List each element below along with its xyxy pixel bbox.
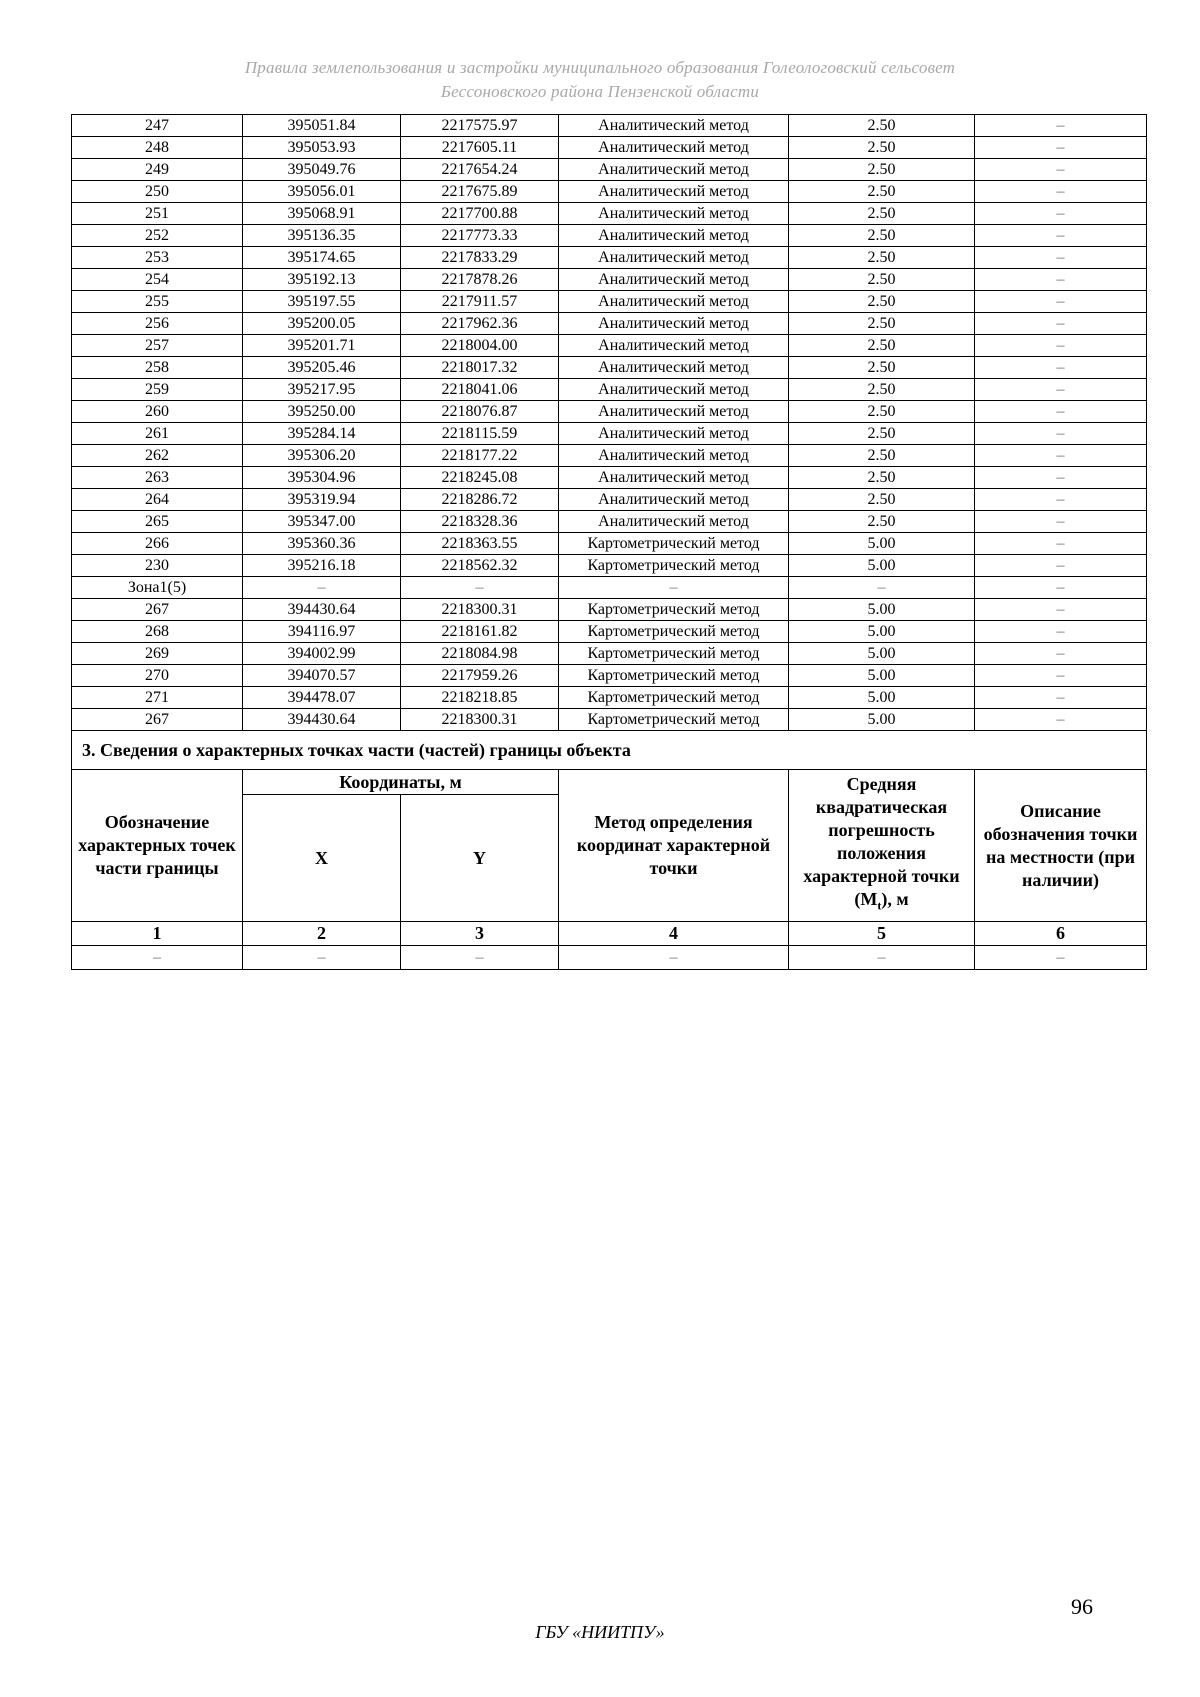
table-row <box>72 555 1147 577</box>
y-coordinate-cell: 2218562.32 <box>401 555 559 577</box>
x-coordinate-cell: 395284.14 <box>243 423 401 445</box>
description-cell: – <box>975 357 1147 379</box>
point-id-cell: 250 <box>72 181 243 203</box>
y-coordinate-cell: 2218218.85 <box>401 687 559 709</box>
description-cell: – <box>975 423 1147 445</box>
y-coordinate-cell: 2218328.36 <box>401 511 559 533</box>
description-cell: – <box>975 599 1147 621</box>
point-id-cell: 261 <box>72 423 243 445</box>
y-coordinate-cell: 2217773.33 <box>401 225 559 247</box>
point-id-cell: 230 <box>72 555 243 577</box>
coordinates-table <box>71 114 1147 970</box>
point-id-cell: 252 <box>72 225 243 247</box>
point-id-cell: 267 <box>72 599 243 621</box>
x-coordinate-cell: 394070.57 <box>243 665 401 687</box>
point-id-cell: 265 <box>72 511 243 533</box>
x-coordinate-cell: 395360.36 <box>243 533 401 555</box>
error-cell: 2.50 <box>789 313 975 335</box>
empty-row <box>72 946 1147 970</box>
x-coordinate-cell: 395068.91 <box>243 203 401 225</box>
y-coordinate-cell: 2218245.08 <box>401 467 559 489</box>
x-coordinate-cell: 395347.00 <box>243 511 401 533</box>
point-id-cell: 268 <box>72 621 243 643</box>
header-designation: Обозначение характерных точек части границы <box>72 770 243 922</box>
x-coordinate-cell: 394478.07 <box>243 687 401 709</box>
table-row <box>72 313 1147 335</box>
column-number: 3 <box>401 922 559 946</box>
x-coordinate-cell: 395056.01 <box>243 181 401 203</box>
description-cell: – <box>975 137 1147 159</box>
point-id-cell: 254 <box>72 269 243 291</box>
description-cell: – <box>975 379 1147 401</box>
y-coordinate-cell: 2218161.82 <box>401 621 559 643</box>
x-coordinate-cell: 395201.71 <box>243 335 401 357</box>
point-id-cell: 266 <box>72 533 243 555</box>
point-id-cell: 256 <box>72 313 243 335</box>
method-cell: Картометрический метод <box>559 709 789 731</box>
x-coordinate-cell: 395053.93 <box>243 137 401 159</box>
table-row <box>72 115 1147 137</box>
point-id-cell: 253 <box>72 247 243 269</box>
header-description: Описание обозначения точки на местности (при наличии) <box>975 770 1147 922</box>
method-cell: Картометрический метод <box>559 599 789 621</box>
footer-organization: ГБУ «НИИТПУ» <box>535 1622 665 1642</box>
point-id-cell: Зона1(5) <box>72 577 243 599</box>
x-coordinate-cell: 395051.84 <box>243 115 401 137</box>
description-cell: – <box>975 643 1147 665</box>
y-coordinate-cell: 2218041.06 <box>401 379 559 401</box>
error-cell: 2.50 <box>789 335 975 357</box>
description-cell: – <box>975 621 1147 643</box>
table-row <box>72 423 1147 445</box>
description-cell: – <box>975 159 1147 181</box>
description-cell: – <box>975 445 1147 467</box>
point-id-cell: 260 <box>72 401 243 423</box>
error-cell: 2.50 <box>789 423 975 445</box>
y-coordinate-cell: 2217675.89 <box>401 181 559 203</box>
y-coordinate-cell: 2217833.29 <box>401 247 559 269</box>
method-cell: Аналитический метод <box>559 225 789 247</box>
description-cell: – <box>975 555 1147 577</box>
error-cell: 5.00 <box>789 621 975 643</box>
error-cell: 2.50 <box>789 445 975 467</box>
x-coordinate-cell: 394430.64 <box>243 599 401 621</box>
y-coordinate-cell: 2218286.72 <box>401 489 559 511</box>
point-id-cell: 271 <box>72 687 243 709</box>
point-id-cell: 258 <box>72 357 243 379</box>
table-row <box>72 225 1147 247</box>
method-cell: Картометрический метод <box>559 665 789 687</box>
error-cell: 2.50 <box>789 511 975 533</box>
description-cell: – <box>975 533 1147 555</box>
error-cell: 2.50 <box>789 489 975 511</box>
error-cell: 2.50 <box>789 379 975 401</box>
table-row <box>72 511 1147 533</box>
error-cell: 5.00 <box>789 533 975 555</box>
empty-cell: – <box>72 946 243 970</box>
empty-cell: – <box>975 946 1147 970</box>
table-row <box>72 181 1147 203</box>
error-cell: 2.50 <box>789 357 975 379</box>
header-line-1: Правила землепользования и застройки муниципального образования Голеологовский сельсовет <box>244 58 956 77</box>
point-id-cell: 257 <box>72 335 243 357</box>
description-cell: – <box>975 313 1147 335</box>
table-row <box>72 379 1147 401</box>
column-number: 5 <box>789 922 975 946</box>
method-cell: Аналитический метод <box>559 181 789 203</box>
method-cell: Аналитический метод <box>559 511 789 533</box>
point-id-cell: 251 <box>72 203 243 225</box>
table-row <box>72 203 1147 225</box>
table-row <box>72 709 1147 731</box>
error-cell: 2.50 <box>789 247 975 269</box>
table-row <box>72 357 1147 379</box>
error-cell: 5.00 <box>789 555 975 577</box>
table-row <box>72 335 1147 357</box>
header-line-2: Бессоновского района Пензенской области <box>440 82 760 101</box>
method-cell: – <box>559 577 789 599</box>
section-3 <box>72 731 1147 970</box>
table-row <box>72 247 1147 269</box>
description-cell: – <box>975 203 1147 225</box>
y-coordinate-cell: 2217962.36 <box>401 313 559 335</box>
x-coordinate-cell: 395205.46 <box>243 357 401 379</box>
method-cell: Аналитический метод <box>559 159 789 181</box>
column-number: 2 <box>243 922 401 946</box>
error-cell: 2.50 <box>789 203 975 225</box>
x-coordinate-cell: 395049.76 <box>243 159 401 181</box>
error-cell: 5.00 <box>789 709 975 731</box>
y-coordinate-cell: 2218300.31 <box>401 709 559 731</box>
y-coordinate-cell: 2217700.88 <box>401 203 559 225</box>
x-coordinate-cell: 395216.18 <box>243 555 401 577</box>
header-error: Средняя квадратическая погрешность положения характерной точки $(М_t)$, м <box>789 770 975 922</box>
description-cell: – <box>975 401 1147 423</box>
description-cell: – <box>975 115 1147 137</box>
table-row <box>72 665 1147 687</box>
y-coordinate-cell: 2217575.97 <box>401 115 559 137</box>
point-id-cell: 249 <box>72 159 243 181</box>
table-row <box>72 445 1147 467</box>
method-cell: Аналитический метод <box>559 335 789 357</box>
error-cell: 2.50 <box>789 159 975 181</box>
table-row <box>72 467 1147 489</box>
y-coordinate-cell: 2218363.55 <box>401 533 559 555</box>
y-coordinate-cell: 2217654.24 <box>401 159 559 181</box>
section-3-title-row <box>72 731 1147 770</box>
x-coordinate-cell: 394002.99 <box>243 643 401 665</box>
description-cell: – <box>975 489 1147 511</box>
table-row <box>72 621 1147 643</box>
method-cell: Картометрический метод <box>559 687 789 709</box>
error-cell: 2.50 <box>789 401 975 423</box>
method-cell: Аналитический метод <box>559 115 789 137</box>
x-coordinate-cell: 395174.65 <box>243 247 401 269</box>
y-coordinate-cell: – <box>401 577 559 599</box>
error-cell: 2.50 <box>789 181 975 203</box>
method-cell: Картометрический метод <box>559 621 789 643</box>
y-coordinate-cell: 2218300.31 <box>401 599 559 621</box>
error-cell: 2.50 <box>789 269 975 291</box>
description-cell: – <box>975 665 1147 687</box>
header-method: Метод определения координат характерной точки <box>559 770 789 922</box>
method-cell: Аналитический метод <box>559 467 789 489</box>
point-id-cell: 247 <box>72 115 243 137</box>
y-coordinate-cell: 2218017.32 <box>401 357 559 379</box>
point-id-cell: 264 <box>72 489 243 511</box>
point-id-cell: 259 <box>72 379 243 401</box>
y-coordinate-cell: 2217911.57 <box>401 291 559 313</box>
point-id-cell: 267 <box>72 709 243 731</box>
error-cell: 5.00 <box>789 599 975 621</box>
error-cell: 2.50 <box>789 137 975 159</box>
error-cell: – <box>789 577 975 599</box>
section-3-header-row <box>72 770 1147 795</box>
point-id-cell: 248 <box>72 137 243 159</box>
empty-cell: – <box>243 946 401 970</box>
method-cell: Аналитический метод <box>559 401 789 423</box>
description-cell: – <box>975 577 1147 599</box>
empty-cell: – <box>789 946 975 970</box>
point-id-cell: 270 <box>72 665 243 687</box>
description-cell: – <box>975 687 1147 709</box>
column-number: 1 <box>72 922 243 946</box>
description-cell: – <box>975 225 1147 247</box>
table-row <box>72 599 1147 621</box>
table-row <box>72 687 1147 709</box>
description-cell: – <box>975 335 1147 357</box>
description-cell: – <box>975 511 1147 533</box>
header-x: X <box>243 795 401 922</box>
error-cell: 2.50 <box>789 225 975 247</box>
section-3-title: 3. Сведения о характерных точках части (частей) границы объекта <box>72 731 1147 770</box>
column-number: 6 <box>975 922 1147 946</box>
x-coordinate-cell: 395304.96 <box>243 467 401 489</box>
method-cell: Аналитический метод <box>559 379 789 401</box>
x-coordinate-cell: 394116.97 <box>243 621 401 643</box>
empty-cell: – <box>559 946 789 970</box>
method-cell: Аналитический метод <box>559 137 789 159</box>
error-cell: 5.00 <box>789 687 975 709</box>
description-cell: – <box>975 709 1147 731</box>
y-coordinate-cell: 2218084.98 <box>401 643 559 665</box>
table-row <box>72 269 1147 291</box>
y-coordinate-cell: 2218177.22 <box>401 445 559 467</box>
x-coordinate-cell: 395197.55 <box>243 291 401 313</box>
y-coordinate-cell: 2217878.26 <box>401 269 559 291</box>
table-row <box>72 643 1147 665</box>
x-coordinate-cell: 395192.13 <box>243 269 401 291</box>
column-numbers-row <box>72 922 1147 946</box>
description-cell: – <box>975 247 1147 269</box>
x-coordinate-cell: – <box>243 577 401 599</box>
method-cell: Аналитический метод <box>559 291 789 313</box>
table-row <box>72 291 1147 313</box>
error-cell: 2.50 <box>789 291 975 313</box>
point-id-cell: 255 <box>72 291 243 313</box>
table-row <box>72 489 1147 511</box>
coordinates-table-body <box>72 115 1147 731</box>
error-cell: 5.00 <box>789 665 975 687</box>
x-coordinate-cell: 395217.95 <box>243 379 401 401</box>
table-row <box>72 401 1147 423</box>
y-coordinate-cell: 2217959.26 <box>401 665 559 687</box>
x-coordinate-cell: 395200.05 <box>243 313 401 335</box>
method-cell: Картометрический метод <box>559 643 789 665</box>
table-row <box>72 577 1147 599</box>
x-coordinate-cell: 395306.20 <box>243 445 401 467</box>
x-coordinate-cell: 395136.35 <box>243 225 401 247</box>
empty-cell: – <box>401 946 559 970</box>
method-cell: Аналитический метод <box>559 489 789 511</box>
method-cell: Аналитический метод <box>559 423 789 445</box>
document-header <box>0 56 1200 104</box>
method-cell: Аналитический метод <box>559 445 789 467</box>
y-coordinate-cell: 2217605.11 <box>401 137 559 159</box>
table-row <box>72 533 1147 555</box>
y-coordinate-cell: 2218115.59 <box>401 423 559 445</box>
point-id-cell: 263 <box>72 467 243 489</box>
point-id-cell: 262 <box>72 445 243 467</box>
x-coordinate-cell: 395319.94 <box>243 489 401 511</box>
description-cell: – <box>975 467 1147 489</box>
x-coordinate-cell: 395250.00 <box>243 401 401 423</box>
table-row <box>72 137 1147 159</box>
header-y: Y <box>401 795 559 922</box>
point-id-cell: 269 <box>72 643 243 665</box>
description-cell: – <box>975 181 1147 203</box>
description-cell: – <box>975 291 1147 313</box>
method-cell: Аналитический метод <box>559 357 789 379</box>
method-cell: Картометрический метод <box>559 555 789 577</box>
method-cell: Аналитический метод <box>559 247 789 269</box>
y-coordinate-cell: 2218004.00 <box>401 335 559 357</box>
error-cell: 2.50 <box>789 467 975 489</box>
method-cell: Аналитический метод <box>559 203 789 225</box>
error-cell: 2.50 <box>789 115 975 137</box>
description-cell: – <box>975 269 1147 291</box>
x-coordinate-cell: 394430.64 <box>243 709 401 731</box>
y-coordinate-cell: 2218076.87 <box>401 401 559 423</box>
method-cell: Аналитический метод <box>559 313 789 335</box>
page-number: 96 <box>1071 1594 1093 1619</box>
method-cell: Аналитический метод <box>559 269 789 291</box>
error-cell: 5.00 <box>789 643 975 665</box>
table-row <box>72 159 1147 181</box>
column-number: 4 <box>559 922 789 946</box>
header-coordinates: Координаты, м <box>243 770 559 795</box>
method-cell: Картометрический метод <box>559 533 789 555</box>
